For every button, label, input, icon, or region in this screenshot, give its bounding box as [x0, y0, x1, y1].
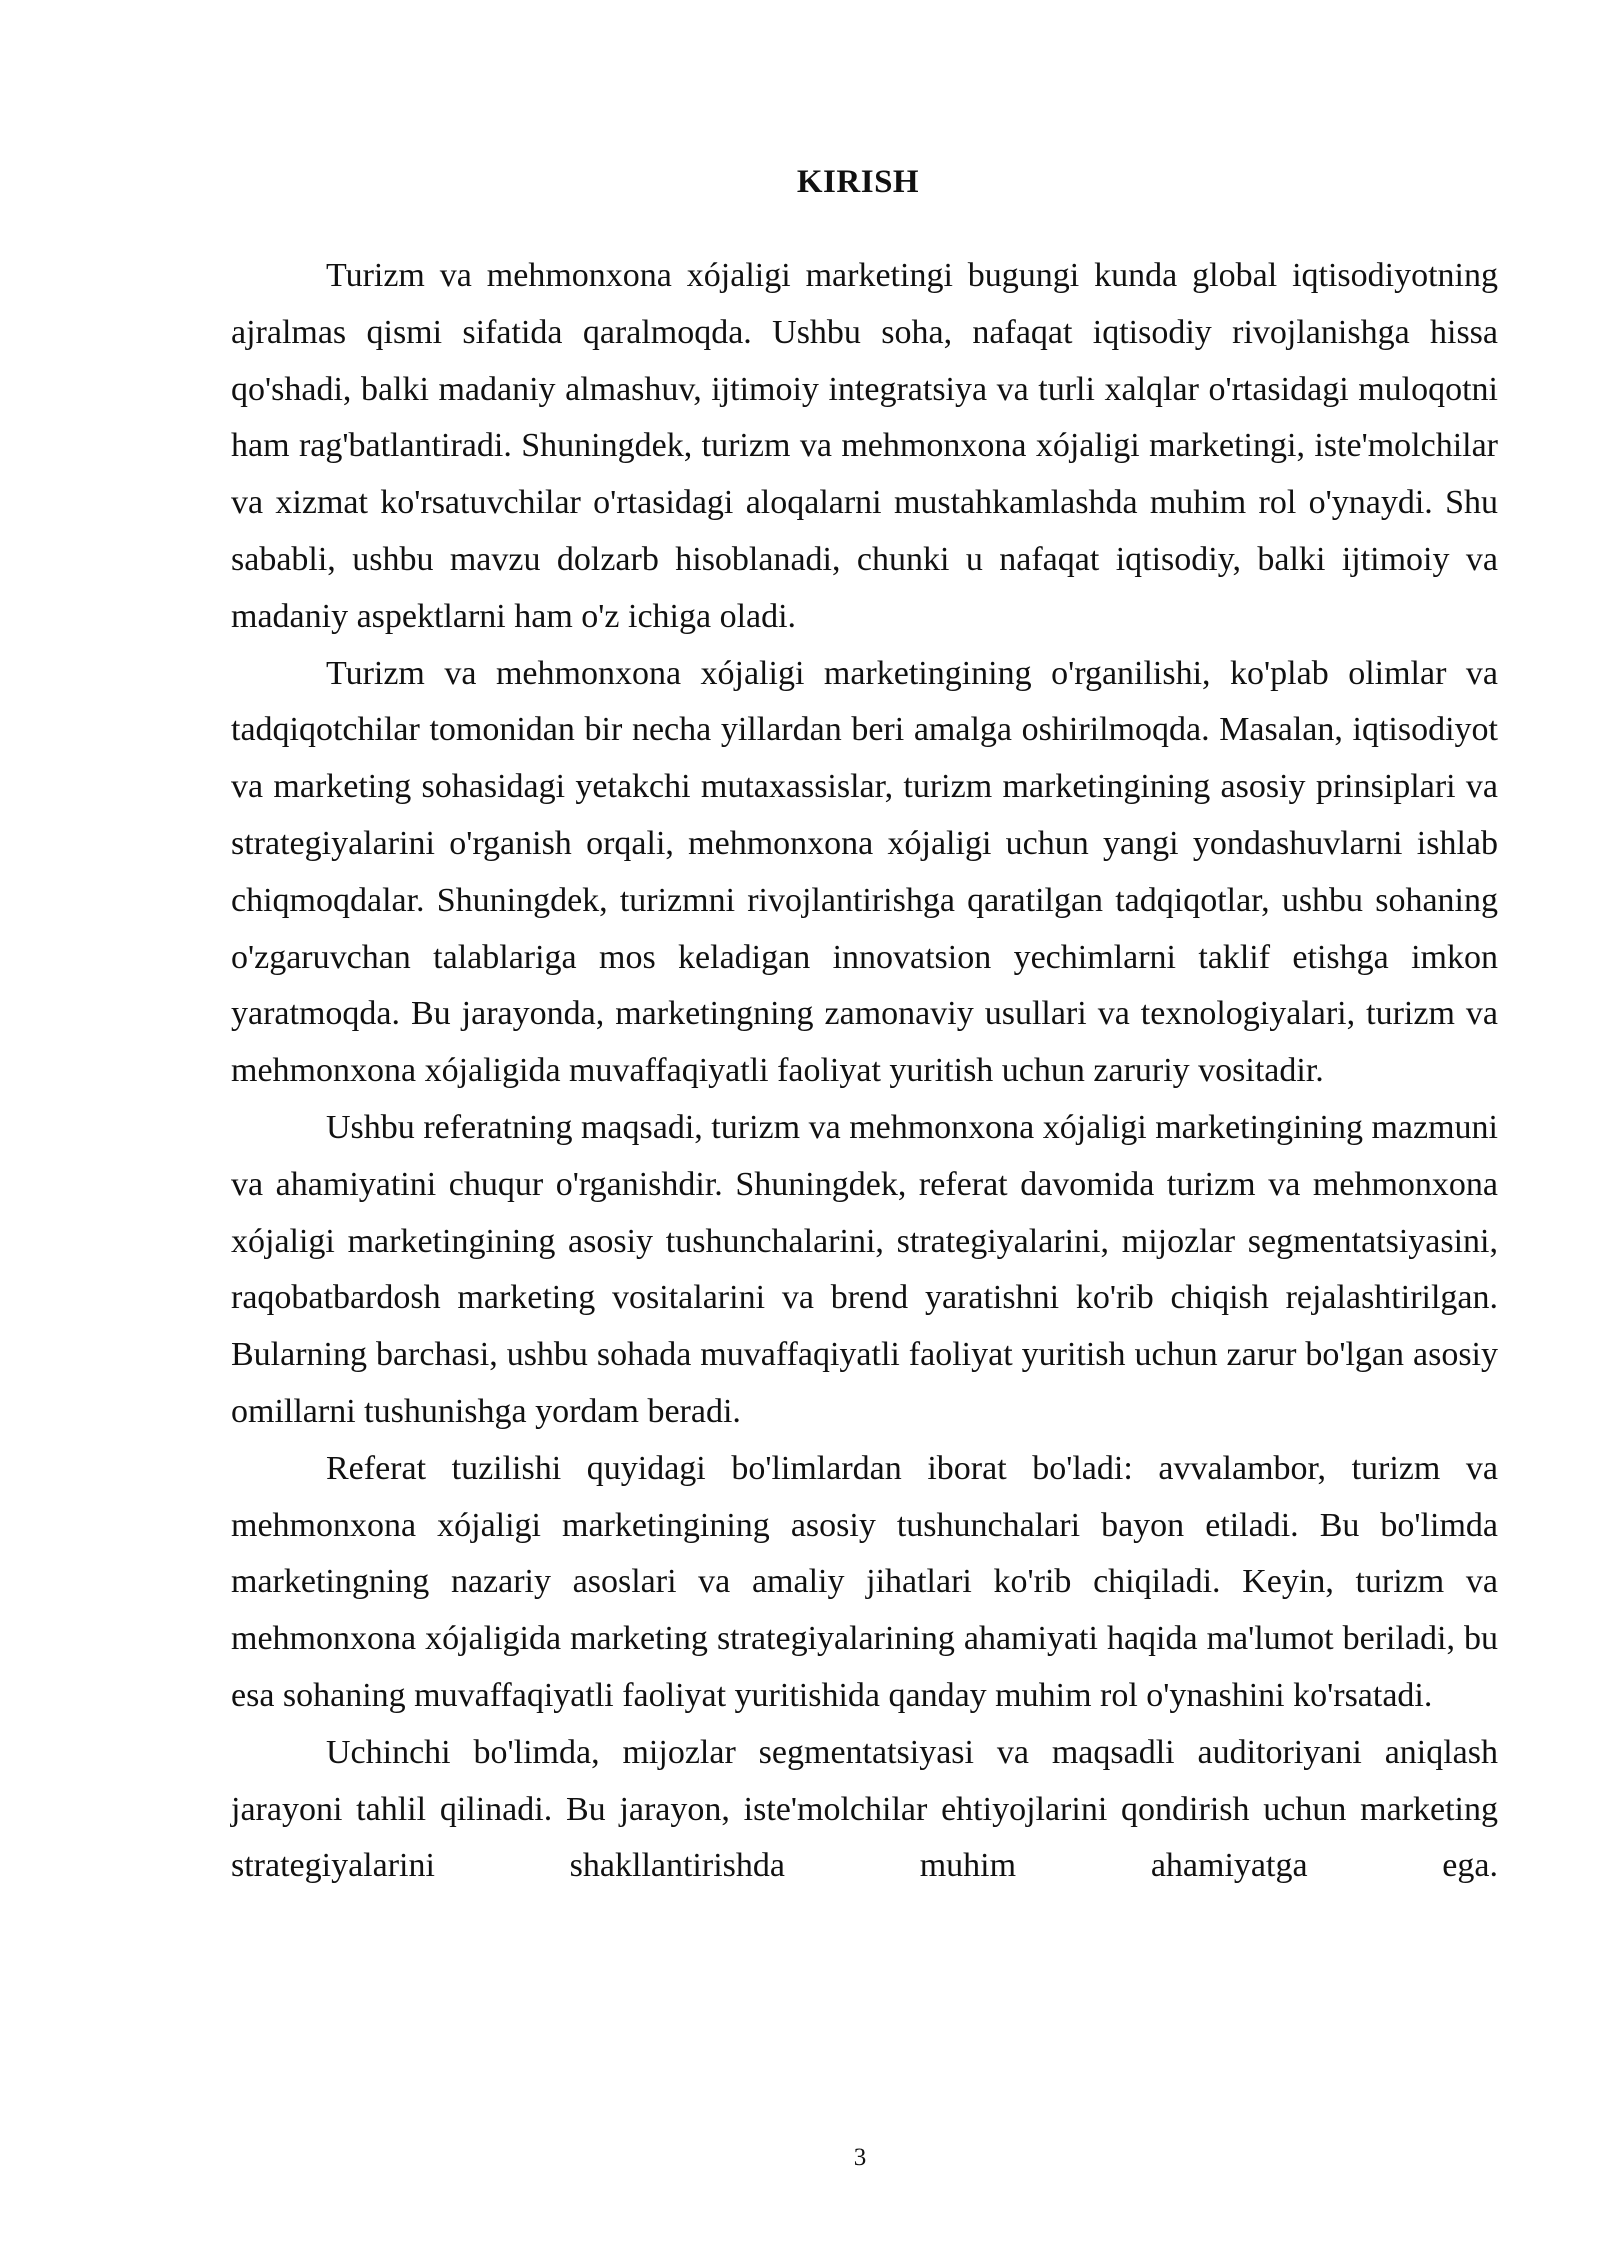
- body-text: [231, 248, 1498, 1895]
- paragraph-third-section: Uchinchi bo'limda, mijozlar segmentatsiyasi va maqsadli auditoriyani aniqlash jarayoni tahlil qilinadi. Bu jarayon, iste'molchilar ehtiyojlarini qondirish uchun marketing strategiyalarini shakllantirishda muhim ahamiyatga ega.: [231, 1733, 1498, 1885]
- paragraph-intro: Turizm va mehmonxona xójaligi marketingi bugungi kunda global iqtisodiyotning ajralmas qismi sifatida qaralmoqda. Ushbu soha, nafaqat iqtisodiy rivojlanishga hissa qo'shadi, balki madaniy almashuv, ijtimoiy integratsiya va turli xalqlar o'rtasidagi muloqotni ham rag'batlantiradi. Shuningdek, turizm va mehmonxona xójaligi marketingi, iste'molchilar va xizmat ko'rsatuvchilar o'rtasidagi aloqalarni mustahkamlashda muhim rol o'ynaydi. Shu sababli, ushbu mavzu dolzarb hisoblanadi, chunki u nafaqat iqtisodiy, balki ijtimoiy va madaniy aspektlarni ham o'z ichiga oladi.: [231, 257, 1498, 635]
- paragraph-research: Turizm va mehmonxona xójaligi marketingining o'rganilishi, ko'plab olimlar va tadqiqotchilar tomonidan bir necha yillardan beri amalga oshirilmoqda. Masalan, iqtisodiyot va marketing sohasidagi yetakchi mutaxassislar, turizm marketingining asosiy prinsiplari va strategiyalarini o'rganish orqali, mehmonxona xójaligi uchun yangi yondashuvlarni ishlab chiqmoqdalar. Shuningdek, turizmni rivojlantirishga qaratilgan tadqiqotlar, ushbu sohaning o'zgaruvchan talablariga mos keladigan innovatsion yechimlarni taklif etishga imkon yaratmoqda. Bu jarayonda, marketingning zamonaviy usullari va texnologiyalari, turizm va mehmonxona xójaligida muvaffaqiyatli faoliyat yuritish uchun zaruriy vositadir.: [231, 654, 1498, 1090]
- paragraph-purpose: Ushbu referatning maqsadi, turizm va mehmonxona xójaligi marketingining mazmuni va ahamiyatini chuqur o'rganishdir. Shuningdek, referat davomida turizm va mehmonxona xójaligi marketingining asosiy tushunchalarini, strategiyalarini, mijozlar segmentatsiyasini, raqobatbardosh marketing vositalarini va brend yaratishni ko'rib chiqish rejalashtirilgan. Bularning barchasi, ushbu sohada muvaffaqiyatli faoliyat yuritish uchun zarur bo'lgan asosiy omillarni tushunishga yordam beradi.: [231, 1108, 1498, 1430]
- page-number: 3: [853, 2144, 867, 2171]
- section-title: KIRISH: [796, 164, 920, 200]
- paragraph-structure: Referat tuzilishi quyidagi bo'limlardan iborat bo'ladi: avvalambor, turizm va mehmonxona xójaligi marketingining asosiy tushunchalari bayon etiladi. Bu bo'limda marketingning nazariy asoslari va amaliy jihatlari ko'rib chiqiladi. Keyin, turizm va mehmonxona xójaligida marketing strategiyalarining ahamiyati haqida ma'lumot beriladi, bu esa sohaning muvaffaqiyatli faoliyat yuritishida qanday muhim rol o'ynashini ko'rsatadi.: [231, 1449, 1498, 1714]
